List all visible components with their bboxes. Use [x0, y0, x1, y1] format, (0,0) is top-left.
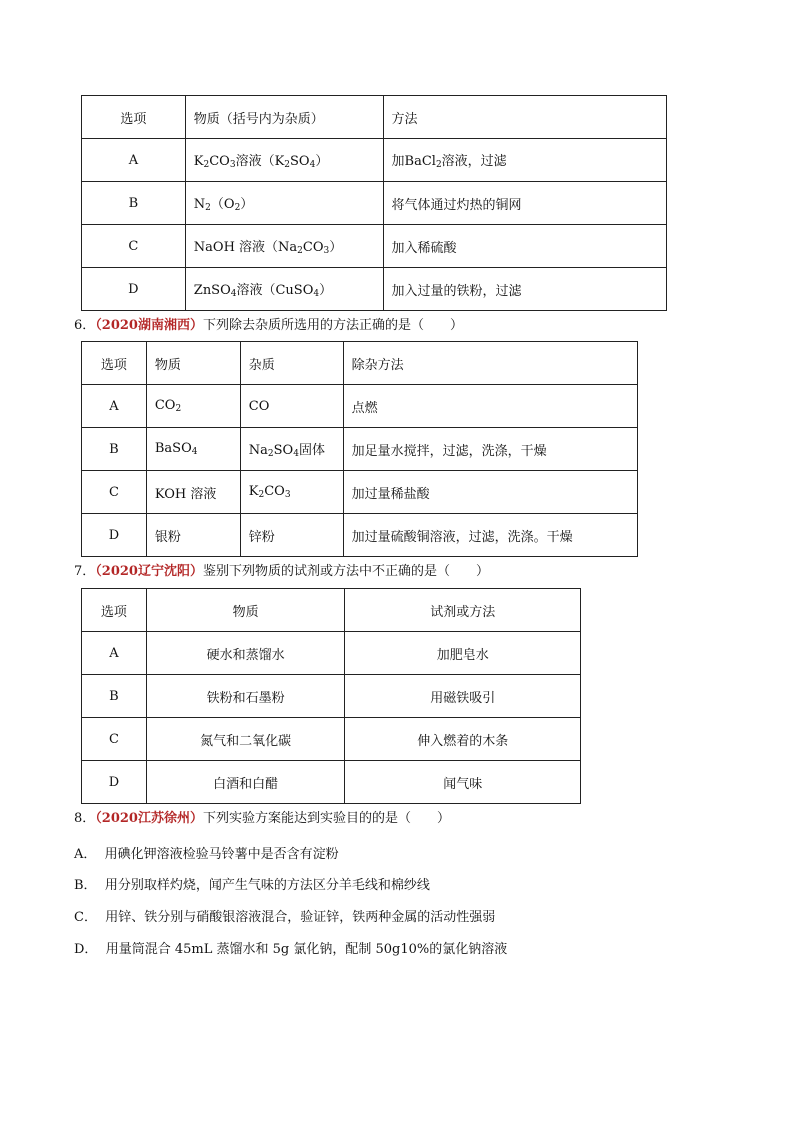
option-text: 用锌、铁分别与硝酸银溶液混合，验证锌，铁两种金属的活动性强弱	[105, 910, 496, 925]
option-a	[74, 843, 339, 862]
table-row	[82, 139, 667, 182]
option-cell: A	[82, 632, 147, 675]
impurity-cell: 锌粉	[240, 514, 343, 557]
question-source: （2020江苏徐州）	[95, 811, 203, 826]
header-cell: 除杂方法	[343, 342, 637, 385]
question-text: 鉴别下列物质的试剂或方法中不正确的是（ ）	[202, 564, 489, 579]
question-text: 下列实验方案能达到实验目的的是（ ）	[202, 811, 450, 826]
header-cell: 选项	[82, 589, 147, 632]
method-cell: 闻气味	[345, 761, 581, 804]
option-label: B．	[74, 878, 97, 893]
method-cell: 点燃	[343, 385, 637, 428]
question-source: （2020辽宁沈阳）	[95, 564, 203, 579]
option-c	[74, 906, 495, 925]
table-row	[82, 675, 581, 718]
header-cell: 选项	[82, 342, 147, 385]
table-q7	[81, 588, 581, 804]
option-text: 用碘化钾溶液检验马铃薯中是否含有淀粉	[104, 847, 339, 862]
table-row	[82, 182, 667, 225]
question-source: （2020湖南湘西）	[95, 318, 203, 333]
header-cell: 物质（括号内为杂质）	[185, 96, 383, 139]
header-cell: 物质	[146, 589, 345, 632]
table-row	[82, 514, 638, 557]
option-cell: B	[82, 182, 186, 225]
option-label: D．	[74, 942, 98, 957]
table-row	[82, 428, 638, 471]
substance-cell: KOH 溶液	[146, 471, 240, 514]
option-text: 用分别取样灼烧，闻产生气味的方法区分羊毛线和棉纱线	[104, 878, 430, 893]
method-cell: 加过量稀盐酸	[343, 471, 637, 514]
table-row	[82, 632, 581, 675]
method-cell: 加BaCl$_2$溶液，过滤	[383, 139, 666, 182]
question-6-stem	[74, 317, 463, 335]
header-cell: 方法	[383, 96, 666, 139]
substance-cell: 硬水和蒸馏水	[146, 632, 345, 675]
option-cell: C	[82, 718, 147, 761]
table-header-row	[82, 589, 581, 632]
table-header-row	[82, 96, 667, 139]
table-row	[82, 761, 581, 804]
table-header-row	[82, 342, 638, 385]
method-cell: 用磁铁吸引	[345, 675, 581, 718]
table-row	[82, 471, 638, 514]
substance-cell: 白酒和白醋	[146, 761, 345, 804]
header-cell: 杂质	[240, 342, 343, 385]
table-row	[82, 385, 638, 428]
method-cell: 加入稀硫酸	[383, 225, 666, 268]
table-row	[82, 718, 581, 761]
substance-cell: 银粉	[146, 514, 240, 557]
substance-cell: 铁粉和石墨粉	[146, 675, 345, 718]
option-cell: B	[82, 428, 147, 471]
impurity-cell: CO	[240, 385, 343, 428]
question-text: 下列除去杂质所选用的方法正确的是（ ）	[202, 318, 463, 333]
header-cell: 试剂或方法	[345, 589, 581, 632]
method-cell: 伸入燃着的木条	[345, 718, 581, 761]
substance-cell: $K_2CO_3$溶液$(K_2SO_4)$	[185, 139, 383, 182]
option-text: 用量筒混合 45mL 蒸馏水和 5g 氯化钠，配制 50g10%的氯化钠溶液	[105, 942, 508, 957]
header-cell: 选项	[82, 96, 186, 139]
substance-cell: $CO_2$	[146, 385, 240, 428]
method-cell: 将气体通过灼热的铜网	[383, 182, 666, 225]
header-cell: 物质	[146, 342, 240, 385]
option-cell: A	[82, 385, 147, 428]
option-cell: B	[82, 675, 147, 718]
table-row	[82, 225, 667, 268]
option-cell: A	[82, 139, 186, 182]
substance-cell: ZnSO$_4$溶液（CuSO$_4$）	[185, 268, 383, 311]
substance-cell: $N_2(O_2)$	[185, 182, 383, 225]
impurity-cell: $K_2CO_3$	[240, 471, 343, 514]
option-cell: C	[82, 225, 186, 268]
option-label: C．	[74, 910, 97, 925]
table-q6	[81, 341, 638, 557]
question-number: 8．	[74, 811, 96, 826]
option-d	[74, 938, 507, 957]
question-7-stem	[74, 563, 489, 581]
option-cell: C	[82, 471, 147, 514]
substance-cell: NaOH 溶液$(Na_2CO_3)$	[185, 225, 383, 268]
table-q5	[81, 95, 667, 311]
option-cell: D	[82, 761, 147, 804]
impurity-cell: $Na_2SO_4$固体	[240, 428, 343, 471]
method-cell: 加足量水搅拌，过滤，洗涤，干燥	[343, 428, 637, 471]
option-cell: D	[82, 514, 147, 557]
question-number: 6．	[74, 318, 96, 333]
substance-cell: BaSO$_4$	[146, 428, 240, 471]
method-cell: 加过量硫酸铜溶液，过滤，洗涤。干燥	[343, 514, 637, 557]
method-cell: 加肥皂水	[345, 632, 581, 675]
question-number: 7．	[74, 564, 96, 579]
substance-cell: 氮气和二氧化碳	[146, 718, 345, 761]
option-label: A．	[74, 847, 97, 862]
option-cell: D	[82, 268, 186, 311]
question-8-stem	[74, 810, 450, 828]
method-cell: 加入过量的铁粉，过滤	[383, 268, 666, 311]
table-row	[82, 268, 667, 311]
option-b	[74, 874, 430, 893]
